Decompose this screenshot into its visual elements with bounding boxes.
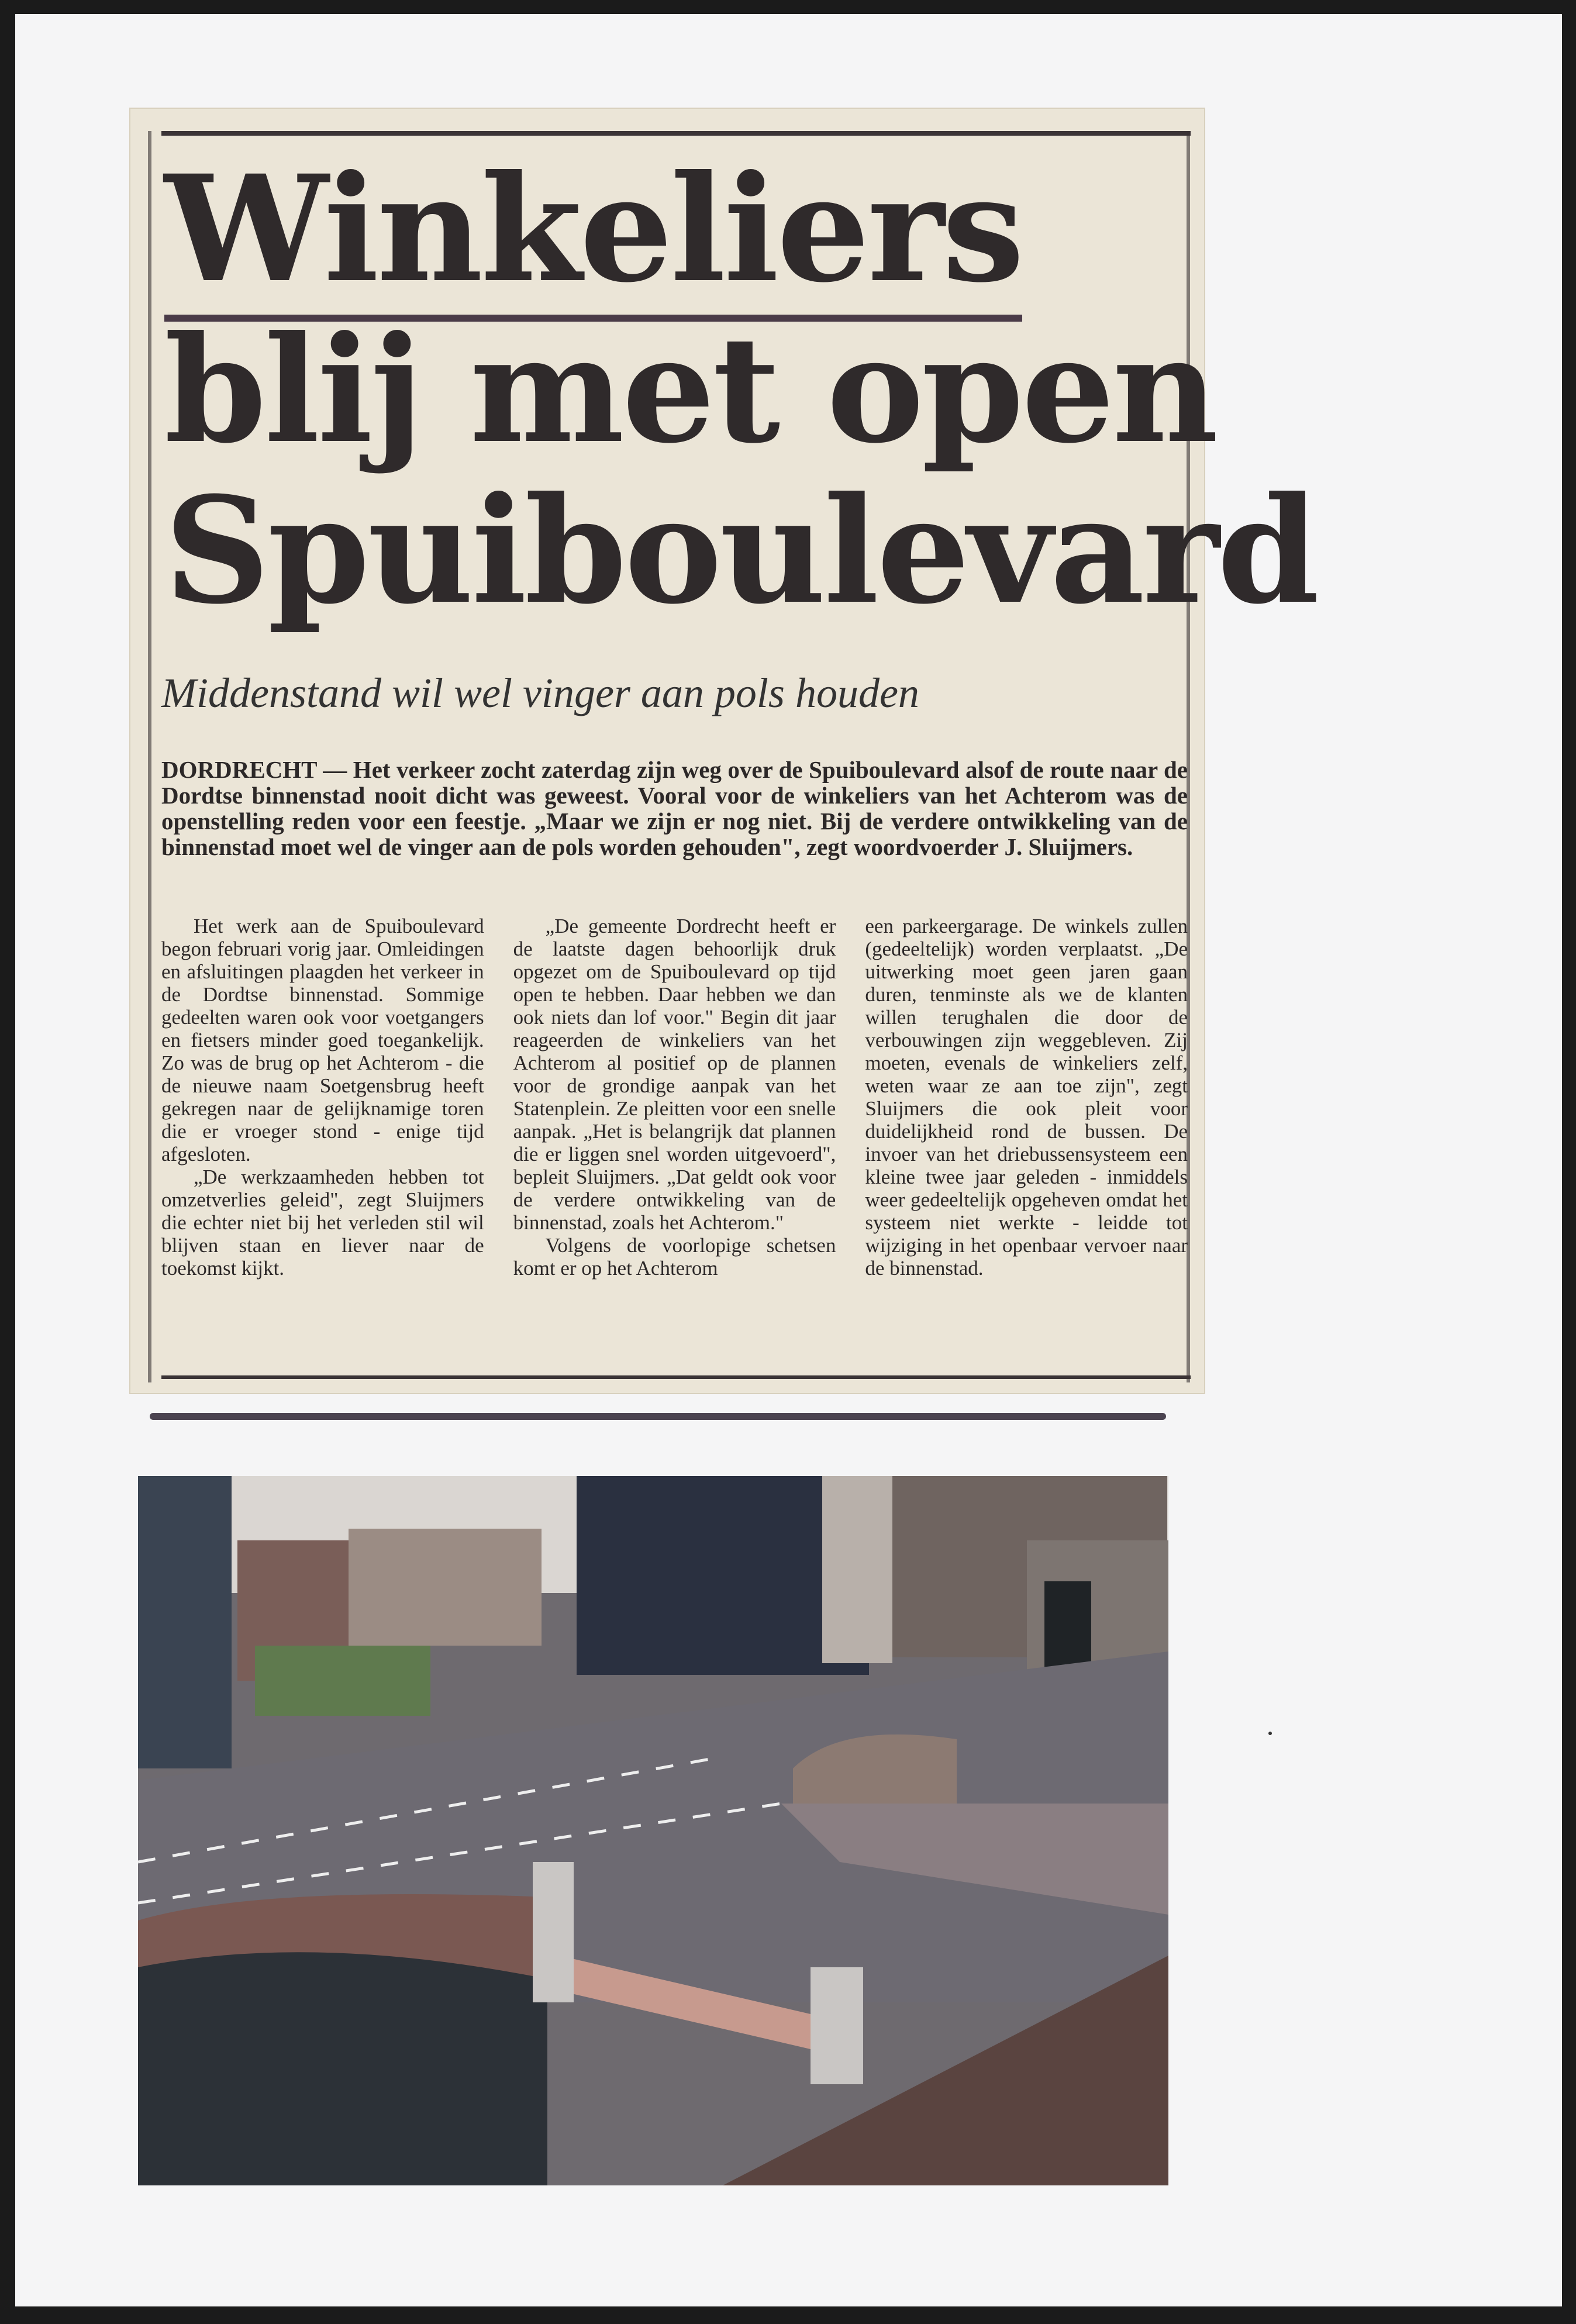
headline-text-1: Winkeliers: [164, 143, 1022, 322]
scrapbook-sheet: [15, 14, 1562, 2306]
headline-line-3: Spuiboulevard: [164, 464, 1318, 636]
column-1-paragraph-2: „De werkzaamheden hebben tot omzetverlies geleid", zegt Sluijmers die echter niet bij het verleden stil wil blijven staan en liever naar de toekomst kijkt.: [161, 1166, 484, 1280]
subheadline: Middenstand wil wel vinger aan pols houden: [161, 670, 919, 716]
headline-line-2: blij met open: [164, 304, 1216, 475]
glass-building-left: [138, 1476, 232, 1768]
street-photo-illustration: [138, 1476, 1168, 2185]
headline: [164, 143, 1318, 636]
newspaper-clipping: [129, 108, 1318, 1394]
lead-paragraph: DORDRECHT — Het verkeer zocht zaterdag zijn weg over de Spuiboulevard alsof de route naar de Dordtse binnenstad nooit dicht was geweest. Vooral voor de winkeliers van het Achterom was de openstelling reden voor een feestje. „Maar we zijn er nog niet. Bij de verdere ontwikkeling van de binnenstad moet wel de vinger aan de pols worden gehouden", zegt woordvoerder J. Sluijmers.: [161, 756, 1188, 860]
column-1-paragraph-1: Het werk aan de Spuiboulevard begon februari vorig jaar. Omleidingen en afsluitingen plaagden het verkeer in de Dordtse binnenstad. Sommige gedeelten waren ook voor voetgangers en fietsers minder goed toegankelijk. Zo was de brug op het Achterom - die de nieuwe naam Soetgensbrug heeft gekregen naar de gelijknamige toren die er vroeger stond - enige tijd afgesloten.: [161, 915, 484, 1166]
distant-buildings: [349, 1529, 542, 1646]
canal-water: [138, 1952, 547, 2185]
office-tower-light: [822, 1476, 892, 1663]
bottom-rule: [161, 1375, 1191, 1379]
column-1: [161, 915, 484, 1359]
grass-lawn: [255, 1646, 430, 1716]
bridge-pillar-right: [811, 1967, 863, 2084]
headline-line-1: [164, 143, 1194, 315]
column-2: [513, 915, 836, 1359]
left-rule: [148, 131, 151, 1382]
column-3: [865, 915, 1188, 1359]
dust-speck: [1268, 1732, 1272, 1735]
bridge-pillar-left: [533, 1862, 574, 2002]
article-columns: [161, 915, 1188, 1359]
column-2-paragraph-1: „De gemeente Dordrecht heeft er de laatste dagen behoorlijk druk opgezet om de Spuiboulevard op tijd open te hebben. Daar hebben we dan ook niets dan lof voor." Begin dit jaar reageerden de winkeliers van het Achterom al positief op de plannen voor de grondige aanpak van het Statenplein. Ze pleitten voor een snelle aanpak. „Het is belangrijk dat plannen die er liggen snel worden uitgevoerd", bepleit Sluijmers. „Dat geldt ook voor de verdere ontwikkeling van de binnenstad, zoals het Achterom.": [513, 915, 836, 1234]
ink-divider-line: [150, 1413, 1166, 1420]
top-rule: [161, 131, 1191, 136]
column-3-paragraph-1: een parkeergarage. De winkels zullen (gedeeltelijk) worden verplaatst. „De uitwerking moet geen jaren gaan duren, tenminste als we de klanten willen terughalen die door de verbouwingen zijn weggebleven. Zij moeten, evenals de winkeliers zelf, weten waar ze aan toe zijn", zegt Sluijmers die ook pleit voor duidelijkheid rond de bussen. De invoer van het driebussensysteem een kleine twee jaar geleden - inmiddels weer gedeeltelijk opgeheven omdat het systeem niet werkte - leidde tot wijziging in het openbaar vervoer naar de binnenstad.: [865, 915, 1188, 1280]
street-photo: [138, 1476, 1168, 2185]
column-2-paragraph-2: Volgens de voorlopige schetsen komt er op het Achterom: [513, 1234, 836, 1280]
